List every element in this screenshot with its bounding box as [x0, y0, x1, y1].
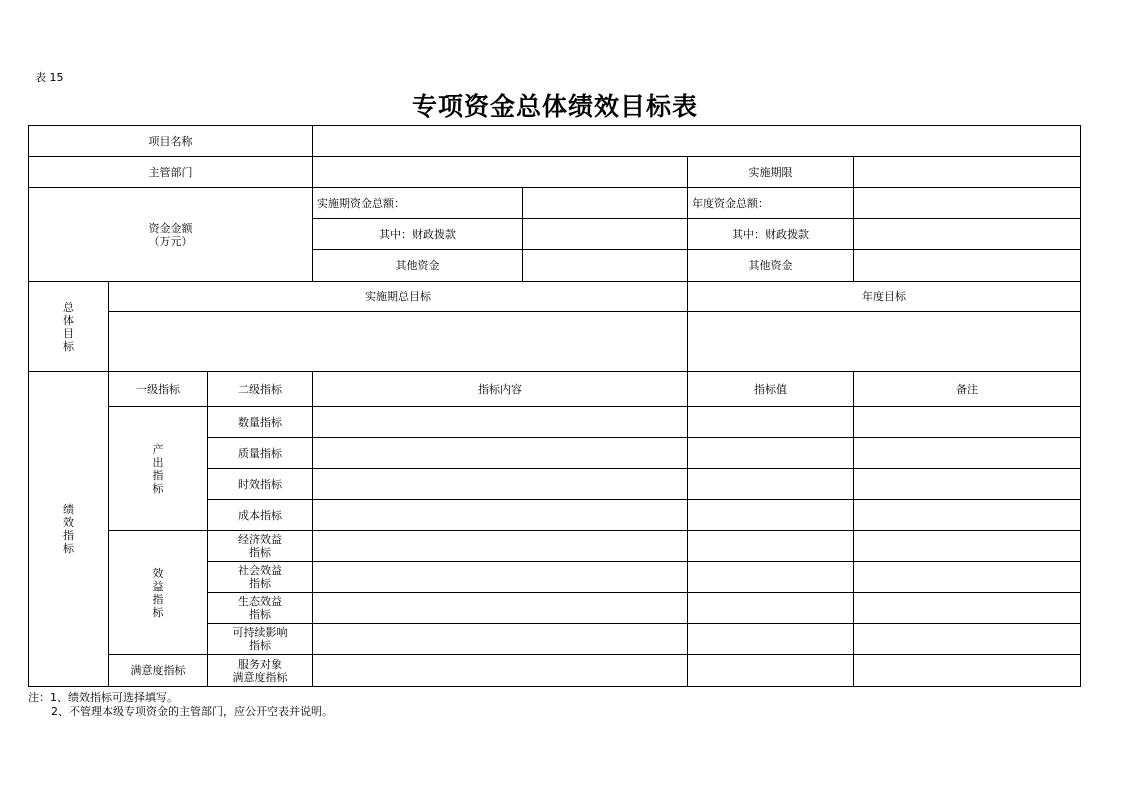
- annual-fiscal-value[interactable]: [854, 219, 1081, 250]
- indicator-remark-cell[interactable]: [854, 500, 1081, 531]
- period-other-funds-label: 其他资金: [313, 250, 523, 282]
- social-benefit-line1: 社会效益: [238, 564, 283, 577]
- funds-amount-label: [29, 188, 313, 282]
- note-line-2: 2、不管理本级专项资金的主管部门，应公开空表并说明。: [51, 705, 333, 718]
- indicator-value-cell[interactable]: [688, 531, 854, 562]
- ecological-benefit-line2: 指标: [249, 608, 272, 621]
- benefit-indicator-char: 指: [152, 592, 164, 606]
- output-indicator-char: 出: [152, 455, 164, 469]
- performance-indicator-char: 指: [63, 529, 74, 542]
- indicator-value-cell[interactable]: [688, 438, 854, 469]
- indicator-value-cell[interactable]: [688, 407, 854, 438]
- indicator-value-cell[interactable]: [688, 562, 854, 593]
- performance-indicator-char: 绩: [63, 503, 74, 516]
- table-row: [29, 655, 1081, 687]
- value-header: 指标值: [688, 372, 854, 407]
- overall-goal-char: 标: [63, 339, 74, 353]
- department-label: 主管部门: [29, 157, 313, 188]
- indicator-value-cell[interactable]: [688, 624, 854, 655]
- total-period-funds-value[interactable]: [523, 188, 688, 219]
- service-satisfaction-indicator: [208, 655, 313, 687]
- indicator-remark-cell[interactable]: [854, 655, 1081, 687]
- indicator-content-cell[interactable]: [313, 407, 688, 438]
- funds-amount-label-line2: （万元）: [148, 234, 193, 248]
- indicator-value-cell[interactable]: [688, 593, 854, 624]
- level2-header: 二级指标: [208, 372, 313, 407]
- department-value[interactable]: [313, 157, 688, 188]
- overall-goal-label: [29, 282, 109, 372]
- level1-header: 一级指标: [109, 372, 208, 407]
- indicator-remark-cell[interactable]: [854, 438, 1081, 469]
- social-benefit-indicator: [208, 562, 313, 593]
- indicator-content-cell[interactable]: [313, 438, 688, 469]
- economic-benefit-indicator: [208, 531, 313, 562]
- indicator-content-cell[interactable]: [313, 624, 688, 655]
- indicator-remark-cell[interactable]: [854, 469, 1081, 500]
- output-indicator-char: 产: [152, 442, 164, 456]
- output-indicator-char: 标: [152, 481, 164, 495]
- timeliness-indicator: 时效指标: [208, 469, 313, 500]
- department-row: [29, 157, 1081, 188]
- annual-funds-value[interactable]: [854, 188, 1081, 219]
- sustainability-line1: 可持续影响: [232, 626, 288, 639]
- table-number: 表 15: [35, 71, 64, 84]
- period-goal-header: 实施期总目标: [109, 282, 688, 312]
- performance-indicator-label: [29, 372, 109, 687]
- ecological-benefit-indicator: [208, 593, 313, 624]
- service-satisfaction-line2: 满意度指标: [232, 670, 288, 684]
- period-fiscal-value[interactable]: [523, 219, 688, 250]
- annual-other-funds-label: 其他资金: [688, 250, 854, 282]
- overall-goal-char: 目: [63, 326, 74, 340]
- indicator-header-row: [29, 372, 1081, 407]
- document-title: 专项资金总体绩效目标表: [411, 92, 698, 121]
- economic-benefit-line1: 经济效益: [238, 533, 283, 546]
- output-indicator-char: 指: [152, 468, 164, 482]
- note-line-1: 注：1、绩效指标可选择填写。: [28, 691, 178, 704]
- sustainability-line2: 指标: [249, 639, 272, 652]
- project-name-label: 项目名称: [29, 126, 313, 157]
- indicator-remark-cell[interactable]: [854, 593, 1081, 624]
- benefit-indicator-char: 效: [152, 566, 164, 580]
- indicator-content-cell[interactable]: [313, 562, 688, 593]
- sustainability-indicator: [208, 624, 313, 655]
- quality-indicator: 质量指标: [208, 438, 313, 469]
- project-name-row: [29, 126, 1081, 157]
- indicator-value-cell[interactable]: [688, 655, 854, 687]
- indicator-content-cell[interactable]: [313, 655, 688, 687]
- content-header: 指标内容: [313, 372, 688, 407]
- remark-header: 备注: [854, 372, 1081, 407]
- indicator-remark-cell[interactable]: [854, 624, 1081, 655]
- indicator-content-cell[interactable]: [313, 531, 688, 562]
- period-fiscal-label: 其中：财政拨款: [313, 219, 523, 250]
- indicator-content-cell[interactable]: [313, 593, 688, 624]
- performance-goal-table: [28, 125, 1081, 687]
- total-period-funds-label: 实施期资金总额：: [313, 188, 523, 219]
- period-other-funds-value[interactable]: [523, 250, 688, 282]
- indicator-remark-cell[interactable]: [854, 562, 1081, 593]
- overall-goal-char: 总: [63, 300, 74, 314]
- table-row: [29, 407, 1081, 438]
- annual-goal-header: 年度目标: [688, 282, 1081, 312]
- quantity-indicator: 数量指标: [208, 407, 313, 438]
- indicator-value-cell[interactable]: [688, 500, 854, 531]
- cost-indicator: 成本指标: [208, 500, 313, 531]
- social-benefit-line2: 指标: [249, 577, 272, 590]
- output-indicator-label: [109, 407, 208, 531]
- annual-goal-content[interactable]: [688, 312, 1081, 372]
- funds-amount-label-line1: 资金金额: [148, 221, 193, 235]
- project-name-value[interactable]: [313, 126, 1081, 157]
- benefit-indicator-char: 益: [152, 579, 164, 593]
- annual-funds-label: 年度资金总额：: [688, 188, 854, 219]
- overall-goal-char: 体: [63, 313, 74, 327]
- footnotes: [28, 691, 333, 719]
- period-goal-content[interactable]: [109, 312, 688, 372]
- indicator-remark-cell[interactable]: [854, 407, 1081, 438]
- economic-benefit-line2: 指标: [249, 546, 272, 559]
- service-satisfaction-line1: 服务对象: [238, 657, 283, 671]
- indicator-remark-cell[interactable]: [854, 531, 1081, 562]
- ecological-benefit-line1: 生态效益: [238, 595, 283, 608]
- funds-total-row: [29, 188, 1081, 219]
- performance-indicator-char: 标: [63, 542, 74, 555]
- annual-fiscal-label: 其中：财政拨款: [688, 219, 854, 250]
- table-row: [29, 531, 1081, 562]
- overall-goal-content-row: [29, 312, 1081, 372]
- overall-goal-header-row: [29, 282, 1081, 312]
- period-value[interactable]: [854, 157, 1081, 188]
- indicator-content-cell[interactable]: [313, 500, 688, 531]
- satisfaction-indicator-label: 满意度指标: [109, 655, 208, 687]
- annual-other-funds-value[interactable]: [854, 250, 1081, 282]
- indicator-content-cell[interactable]: [313, 469, 688, 500]
- performance-indicator-char: 效: [63, 516, 74, 529]
- period-label: 实施期限: [688, 157, 854, 188]
- benefit-indicator-label: [109, 531, 208, 655]
- indicator-value-cell[interactable]: [688, 469, 854, 500]
- benefit-indicator-char: 标: [152, 605, 164, 619]
